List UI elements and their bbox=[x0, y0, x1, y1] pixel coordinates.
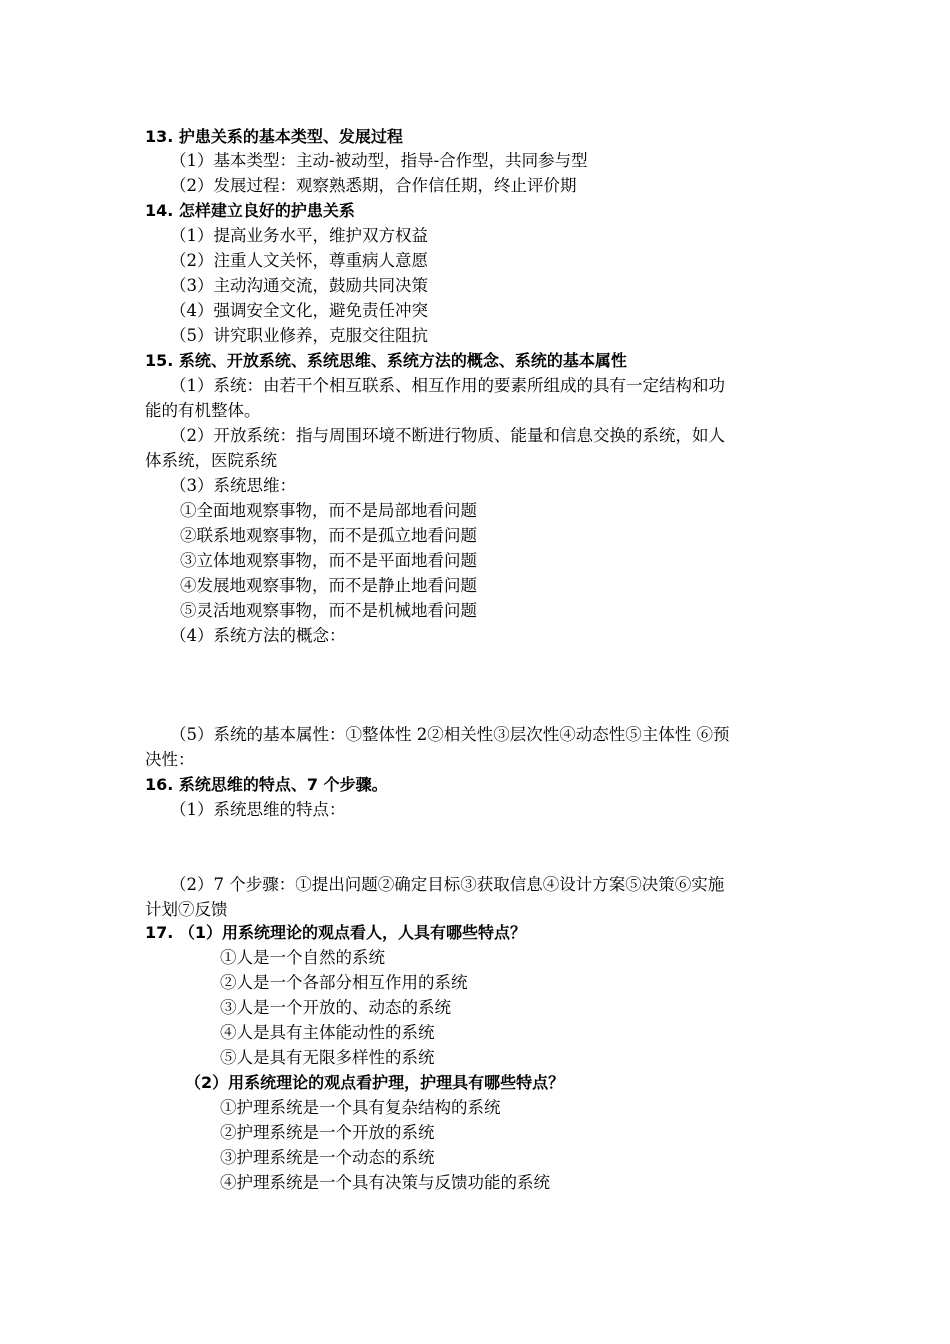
section-14-item: （4）强调安全文化，避免责任冲突 bbox=[170, 301, 428, 320]
section-16-steps-cont: 计划⑦反馈 bbox=[145, 900, 228, 919]
section-15-system-definition: （1）系统：由若干个相互联系、相互作用的要素所组成的具有一定结构和功 bbox=[170, 376, 725, 395]
section-14-item: （1）提高业务水平，维护双方权益 bbox=[170, 226, 428, 245]
section-17-q2-item: ②护理系统是一个开放的系统 bbox=[220, 1123, 435, 1142]
section-15-basic-attributes: （5）系统的基本属性：①整体性 2②相关性③层次性④动态性⑤主体性 ⑥预 bbox=[170, 725, 730, 744]
section-17-q1-item: ④人是具有主体能动性的系统 bbox=[220, 1023, 435, 1042]
section-15-title: 15. 系统、开放系统、系统思维、系统方法的概念、系统的基本属性 bbox=[145, 351, 627, 370]
section-16-title: 16. 系统思维的特点、7 个步骤。 bbox=[145, 775, 388, 794]
section-14-item: （3）主动沟通交流，鼓励共同决策 bbox=[170, 276, 428, 295]
section-14-item: （5）讲究职业修养，克服交往阻抗 bbox=[170, 326, 428, 345]
section-13-item: （2）发展过程：观察熟悉期，合作信任期，终止评价期 bbox=[170, 176, 577, 195]
section-15-thinking-item: ④发展地观察事物，而不是静止地看问题 bbox=[180, 576, 477, 595]
section-17-question-2: （2）用系统理论的观点看护理，护理具有哪些特点？ bbox=[185, 1073, 565, 1092]
section-17-q1-item: ①人是一个自然的系统 bbox=[220, 948, 385, 967]
section-13-item: （1）基本类型：主动-被动型，指导-合作型，共同参与型 bbox=[170, 151, 588, 170]
section-15-thinking-item: ①全面地观察事物，而不是局部地看问题 bbox=[180, 501, 477, 520]
section-17-question-1: 17. （1）用系统理论的观点看人，人具有哪些特点？ bbox=[145, 923, 527, 942]
section-15-open-system-cont: 体系统，医院系统 bbox=[145, 451, 277, 470]
section-13-title: 13. 护患关系的基本类型、发展过程 bbox=[145, 127, 403, 146]
section-17-q1-item: ③人是一个开放的、动态的系统 bbox=[220, 998, 451, 1017]
section-15-thinking-item: ②联系地观察事物，而不是孤立地看问题 bbox=[180, 526, 477, 545]
section-15-open-system: （2）开放系统：指与周围环境不断进行物质、能量和信息交换的系统，如人 bbox=[170, 426, 725, 445]
section-15-thinking-item: ③立体地观察事物，而不是平面地看问题 bbox=[180, 551, 477, 570]
section-17-q2-item: ③护理系统是一个动态的系统 bbox=[220, 1148, 435, 1167]
section-17-q1-item: ②人是一个各部分相互作用的系统 bbox=[220, 973, 468, 992]
section-15-system-method: （4）系统方法的概念： bbox=[170, 626, 346, 645]
section-14-item: （2）注重人文关怀，尊重病人意愿 bbox=[170, 251, 428, 270]
section-17-q2-item: ④护理系统是一个具有决策与反馈功能的系统 bbox=[220, 1173, 550, 1192]
section-15-basic-attributes-cont: 决性： bbox=[145, 750, 195, 769]
section-16-steps: （2）7 个步骤：①提出问题②确定目标③获取信息④设计方案⑤决策⑥实施 bbox=[170, 875, 725, 894]
section-15-system-definition-cont: 能的有机整体。 bbox=[145, 401, 261, 420]
section-15-system-thinking-label: （3）系统思维： bbox=[170, 476, 296, 495]
section-17-q1-item: ⑤人是具有无限多样性的系统 bbox=[220, 1048, 435, 1067]
section-14-title: 14. 怎样建立良好的护患关系 bbox=[145, 201, 355, 220]
section-15-thinking-item: ⑤灵活地观察事物，而不是机械地看问题 bbox=[180, 601, 477, 620]
section-17-q2-item: ①护理系统是一个具有复杂结构的系统 bbox=[220, 1098, 501, 1117]
section-16-features: （1）系统思维的特点： bbox=[170, 800, 346, 819]
